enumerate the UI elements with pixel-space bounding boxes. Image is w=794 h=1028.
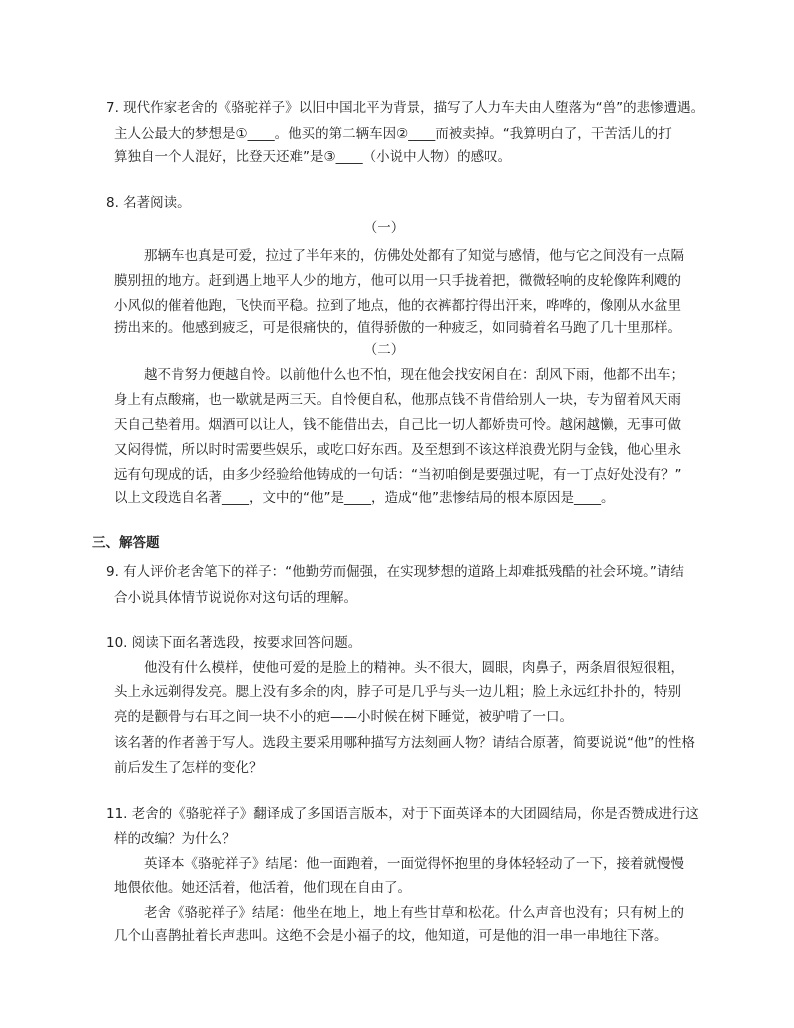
q11-english-ending-line: 英译本《骆驼祥子》结尾：他一面跑着，一面觉得怀抱里的身体轻轻动了一下，接着就慢慢 bbox=[144, 856, 684, 872]
q8-passage-1-line: 小风似的催着他跑，飞快而平稳。拉到了地点，他的衣裤都拧得出汗来，哗哗的，像刚从水盆里 bbox=[114, 298, 681, 314]
q8-passage-1-heading: （一） bbox=[363, 220, 405, 236]
q8-passage-1-line: 膜别扭的地方。赶到遇上地平人少的地方，他可以用一只手拢着把，微微轻响的皮轮像阵利飕的 bbox=[114, 273, 681, 289]
q11-line-2: 样的改编？为什么？ bbox=[114, 831, 236, 847]
q8-passage-2-line: 远有句现成的话，由多少经验给他铸成的一句话：“当初咱倒是要强过呢，有一丁点好处没有？” bbox=[114, 467, 682, 483]
q8-passage-2-line: 越不肯努力便越自怜。以前他什么也不怕，现在他会找安闲自在：刮风下雨，他都不出车； bbox=[144, 367, 684, 383]
q10-title: 10. 阅读下面名著选段，按要求回答问题。 bbox=[106, 635, 362, 651]
q8-title: 8. 名著阅读。 bbox=[106, 195, 191, 211]
q7-line-2: 主人公最大的梦想是①____。他买的第二辆车因②____而被卖掉。“我算明白了，干苦活儿的打 bbox=[114, 126, 672, 142]
q8-passage-2-line: 又闷得慌，所以时时需要些娱乐，或吃口好东西。及至想到不该这样浪费光阴与金钱，他心里永 bbox=[114, 442, 681, 458]
q10-question-line: 前后发生了怎样的变化？ bbox=[114, 760, 263, 776]
q9-line-1: 9. 有人评价老舍笔下的祥子：“他勤劳而倔强，在实现梦想的道路上却难抵残酷的社会环境。”请结 bbox=[106, 564, 684, 580]
q7-line-3: 算独自一个人混好，比登天还难”是③____（小说中人物）的感叹。 bbox=[114, 149, 512, 165]
q8-passage-1-line: 那辆车也真是可爱，拉过了半年来的，仿佛处处都有了知觉与感情，他与它之间没有一点隔 bbox=[144, 248, 684, 264]
q9-line-2: 合小说具体情节说说你对这句话的理解。 bbox=[114, 590, 357, 606]
q11-line-1: 11. 老舍的《骆驼祥子》翻译成了多国语言版本，对于下面英译本的大团圆结局，你是否赞成进行这 bbox=[106, 806, 699, 822]
q11-original-ending-line: 几个山喜鹊扯着长声悲叫。这绝不会是小福子的坟，他知道，可是他的泪一串一串地往下落。 bbox=[114, 928, 668, 944]
q8-passage-2-line: 身上有点酸痛，也一歇就是两三天。自怜便自私，他那点钱不肯借给别人一块，专为留着风天雨 bbox=[114, 392, 681, 408]
q8-question: 以上文段选自名著____，文中的“他”是____，造成“他”悲惨结局的根本原因是____。 bbox=[114, 490, 615, 506]
q8-passage-2-line: 天自己垫着用。烟酒可以让人，钱不能借出去，自己比一切人都娇贵可怜。越闲越懒，无事可做 bbox=[114, 417, 681, 433]
q8-passage-1-line: 捞出来的。他感到疲乏，可是很痛快的，值得骄傲的一种疲乏，如同骑着名马跑了几十里那样。 bbox=[114, 320, 681, 336]
q11-english-ending-line: 地偎依他。她还活着，他活着，他们现在自由了。 bbox=[114, 880, 411, 896]
q11-original-ending-line: 老舍《骆驼祥子》结尾：他坐在地上，地上有些甘草和松花。什么声音也没有；只有树上的 bbox=[144, 905, 684, 921]
section-title: 三、解答题 bbox=[92, 535, 160, 551]
q10-passage-line: 他没有什么模样，使他可爱的是脸上的精神。头不很大，圆眼，肉鼻子，两条眉很短很粗， bbox=[144, 660, 684, 676]
q10-question-line: 该名著的作者善于写人。选段主要采用哪种描写方法刻画人物？请结合原著，简要说说“他”的性格 bbox=[114, 735, 695, 751]
q8-passage-2-heading: （二） bbox=[363, 342, 405, 358]
q10-passage-line: 亮的是颧骨与右耳之间一块不小的疤——小时候在树下睡觉，被驴啃了一口。 bbox=[114, 709, 573, 725]
q7-line-1: 7. 现代作家老舍的《骆驼祥子》以旧中国北平为背景，描写了人力车夫由人堕落为“兽”的悲惨遭遇。 bbox=[106, 100, 705, 116]
q10-passage-line: 头上永远剃得发亮。腮上没有多余的肉，脖子可是几乎与头一边儿粗；脸上永远红扑扑的，特别 bbox=[114, 684, 681, 700]
